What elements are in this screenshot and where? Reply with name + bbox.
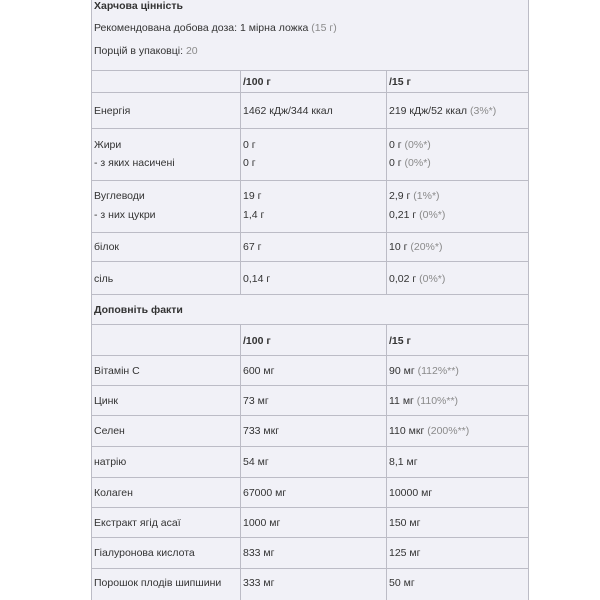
row-value-per100: 733 мкг [243,425,280,437]
row-label: Порошок плодів шипшини [94,577,222,589]
row-label: Колаген [94,487,133,499]
row-value-per100: 600 мг [243,365,275,377]
nutrition-facts-sheet [91,0,529,600]
header-cell-per100: /100 г [240,71,386,92]
facts-header [91,295,529,325]
row-label: сіль [94,273,114,285]
row-value-per15: 90 мг (112%**) [389,365,459,377]
table-header [91,71,529,93]
row-label: Вуглеводи [94,190,145,202]
row-value-per15: 0,02 г (0%*) [389,273,446,285]
row-value-per15: 150 мг [389,517,421,529]
nutrition-title: Харчова цінність [94,0,183,12]
row-value-per100: 1462 кДж/344 ккал [243,105,333,117]
row-label: Екстракт ягід асаї [94,517,181,529]
row-subvalue-per100: 0 г [243,157,256,169]
row-value-per100: 833 мг [243,547,275,559]
header-cell-per15: /15 г [386,71,528,92]
row-value-per100: 333 мг [243,577,275,589]
row-value-per100: 0 г [243,139,256,151]
facts-title: Доповніть факти [94,304,183,316]
table-row [91,447,529,478]
row-value-per100: 19 г [243,190,262,202]
row-value-per100: 1000 мг [243,517,281,529]
row-label: Енергія [94,105,131,117]
table-row [91,538,529,569]
nutrition-header [91,0,529,71]
table-row [91,129,529,181]
table-row [91,93,529,129]
row-subvalue-per15: 0,21 г (0%*) [389,209,446,221]
row-value-per100: 67000 мг [243,487,287,499]
table-row [91,181,529,233]
table-header [91,325,529,356]
row-value-per15: 11 мг (110%**) [389,395,459,407]
row-label: натрію [94,456,127,468]
row-label: Жири [94,139,122,151]
row-label: Селен [94,425,125,437]
row-sublabel: - з яких насичені [94,157,175,169]
table-row [91,508,529,538]
row-value-per15: 8,1 мг [389,456,418,468]
header-cell-name [92,71,240,92]
header-cell-per100: /100 г [240,325,386,355]
row-value-per15: 219 кДж/52 ккал (3%*) [389,105,497,117]
row-label: Цинк [94,395,119,407]
recommended-dose [94,22,337,35]
dose-label: Рекомендована добова доза: [94,22,238,34]
row-value-per15: 125 мг [389,547,421,559]
table-row [91,386,529,416]
table-row [91,569,529,600]
row-subvalue-per100: 1,4 г [243,209,265,221]
table-row [91,478,529,508]
row-label: білок [94,241,120,253]
servings-value: 20 [185,45,198,57]
row-value-per15: 10 г (20%*) [389,241,443,253]
servings-label: Порцій в упаковці: [94,45,184,57]
servings-per-pack [94,45,198,58]
row-sublabel: - з них цукри [94,209,156,221]
row-value-per15: 50 мг [389,577,415,589]
row-value-per15: 110 мкг (200%**) [389,425,470,437]
row-value-per100: 54 мг [243,456,269,468]
row-value-per100: 73 мг [243,395,269,407]
row-value-per15: 2,9 г (1%*) [389,190,440,202]
header-cell-per15: /15 г [386,325,528,355]
row-value-per15: 0 г (0%*) [389,139,431,151]
dose-value: 1 мірна ложка [240,22,309,34]
row-value-per100: 0,14 г [243,273,271,285]
header-cell-name [92,325,240,355]
table-row [91,416,529,447]
row-label: Гіалуронова кислота [94,547,195,559]
dose-grams: (15 г) [311,22,337,34]
table-row [91,233,529,262]
row-value-per15: 10000 мг [389,487,433,499]
table-row [91,262,529,295]
row-subvalue-per15: 0 г (0%*) [389,157,431,169]
row-value-per100: 67 г [243,241,262,253]
row-label: Вітамін С [94,365,140,377]
table-row [91,356,529,386]
